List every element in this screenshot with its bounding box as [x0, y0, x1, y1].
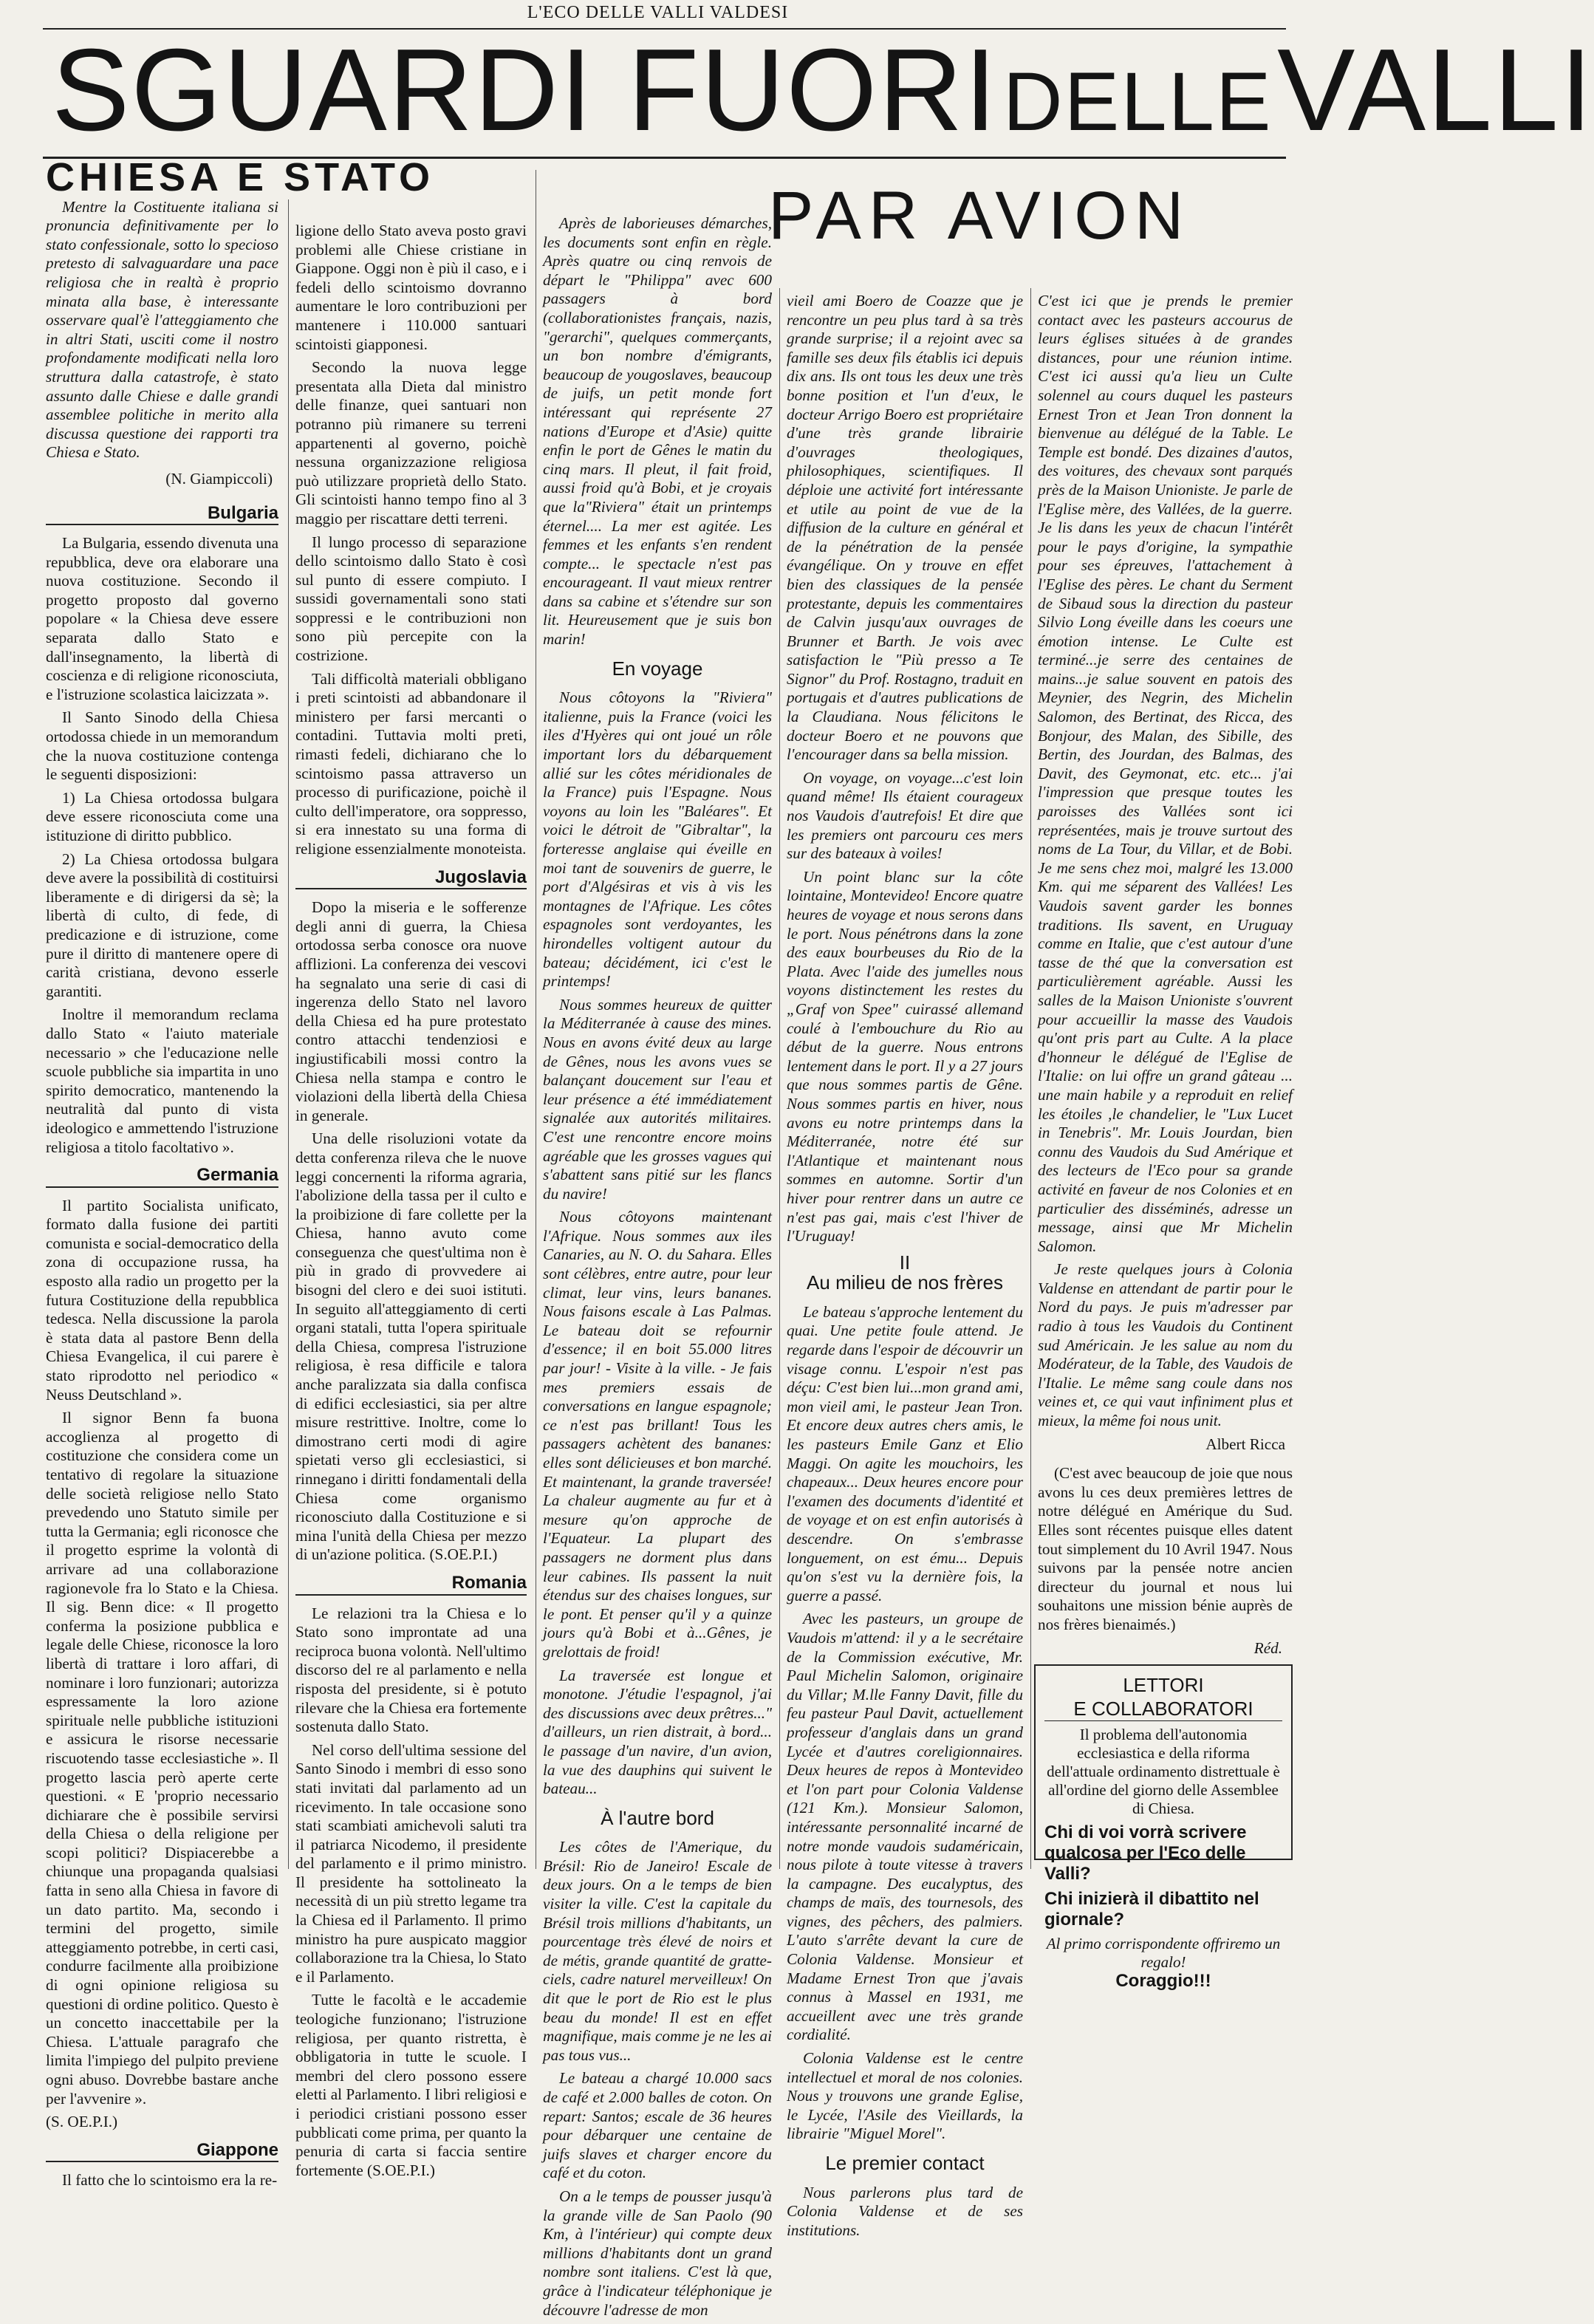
paragraph: Tali difficoltà materiali obbligano i preti scintoisti ad abbandonare il ministero per farsi mercanti o contadini. Tuttavia molti preti, rimasti fedeli, dichiarano che lo scintoismo passa attraverso un processo di purificazione, poichè il culto dell'imperatore, ora soppresso, si era innestato su una forma di religione essenzialmente monoteista.	[295, 669, 527, 858]
paragraph: Le bateau s'approche lentement du quai. Une petite foule attend. Je regarde dans l'espoir de découvrir un visage connu. L'espoir n'est pas déçu: C'est bien lui...mon grand ami, mon vieil ami, le pasteur Jean Tron. Et encore deux autres chers amis, le les pasteurs Emile Ganz et Elio Maggi. On agite les mouchoirs, les chapeaux... Deux heures encore pour l'examen des documents d'identité et de voyage et on est enfin autorisés à descendre. On s'embrasse longuement, on est ému... Depuis qu'on s'est vu la dernière fois, la guerre a passé.	[787, 1302, 1023, 1604]
paragraph: Nous côtoyons la "Riviera" italienne, puis la France (voici les iles d'Hyères qui ont joué un rôle important lors du débarquement allié sur les côtes méridionales de la France) puis l'Espagne. Nous voyons au loin les "Baléares". Et voici le détroit de "Gibraltar", la forteresse anglaise qui éveille en moi tant de souvenirs de guerre, le port d'Algésiras et vis à vis les montagnes de l'Afrique. Les côtes espagnoles sont verdoyantes, les hirondelles voltigent autour du bateau; décidément, ici c'est le printemps!	[543, 688, 772, 991]
author-signature: Albert Ricca	[1205, 1435, 1285, 1453]
paragraph: Il Santo Sinodo della Chiesa ortodossa chiede in un memorandum che la nuova costituzione contenga le seguenti disposizioni:	[46, 708, 278, 784]
paragraph: Una delle risoluzioni votate da detta conferenza rileva che le nuove leggi concernenti la riforma agraria, l'abolizione della tassa per il culto e la proibizione di fare collette per la Chiesa, hanno avuto come conseguenza che quest'ultima non è più in grado di provvedere ai bisogni del clero e dei suoi istituti. In seguito all'atteggiamento di certi organi statali, tutta l'opera spirituale della Chiesa, compresa l'istruzione religiosa, è resa difficile e talora anche paralizzata sia dalla confisca di edifici ecclesiastici, sia per altre misure restrittive. Inoltre, come lo dimostrano certi modi di agire spietati verso gli ecclesiastici, si rinnegano i diritti fondamentali della Chiesa come organismo riconosciuto dalla Costituzione e si mina l'unità della Chiesa per mezzo di un'azione politica. (S.OE.P.I.)	[295, 1129, 527, 1564]
paragraph: Il lungo processo di separazione dello scintoismo dallo Stato è così sul punto di essere compiuto. I sussidi governamentali sono stati soppressi e le contribuzioni non sono più percepite con la costrizione.	[295, 533, 527, 665]
paragraph: Je reste quelques jours à Colonia Valdense en attendant de partir pour le Nord du pays. Je puis m'adresser par radio à tous les Vaudois du Continent sud Américain. Je les salue au nom du Modérateur, de la Table, des Vaudois de l'Italie. Le même sang coule dans nos veines et, ce qui vaut infiniment plus et mieux, la même foi nous unit.	[1038, 1260, 1293, 1430]
column-2	[295, 222, 527, 2184]
paragraph: Il partito Socialista unificato, formato dalla fusione dei partiti comunista e social-democratico della zona di occupazione russa, ha esposto alla radio un progetto per la futura Costituzione della repubblica tedesca. Nella discussione la parola è stata data al pastore Benn della Chiesa Evangelica, il cui parere è stato riprodotto nel periodico « Neuss Deutschland ».	[46, 1196, 278, 1404]
box-offer: Al primo corrispondente offriremo un regalo!	[1046, 1935, 1281, 1971]
column-divider	[1030, 288, 1031, 1869]
section-heading-germania: Germania	[46, 1166, 278, 1188]
section-heading-premier-contact: Le premier contact	[825, 2152, 985, 2174]
headline-part3: VALLI	[1277, 25, 1594, 155]
paragraph: Nous côtoyons maintenant l'Afrique. Nous sommes aux iles Canaries, au N. O. du Sahara. Elles sont célèbres, entre autre, pour leur climat, leur vins, leurs bananes. Nous faisons escale à Las Palmas. Le bateau doit se refournir d'essence; il en boit 55.000 litres par jour! - Visite à la ville. - Je fais mes premiers essais de conversations en langue espagnole; ce n'est pas brillant! Tous les passagers achètent des bananes: elles sont délicieuses et bon marché. Et maintenant, la grande traversée! La chaleur augmente au fur et à mesure qu'on approche de l'Equateur. La plupart des passagers ne dorment plus dans leur cabines. Ils passent la nuit étendus sur des chaises longues, sur le pont. Et penser qu'il y a quinze jours qu'à Bobi et à...Gênes, je grelottais de froid!	[543, 1208, 772, 1661]
column-divider	[779, 288, 780, 1869]
paragraph: ligione dello Stato aveva posto gravi problemi alle Chiese cristiane in Giappone. Oggi non è più il caso, e i fedeli dello scintoismo dovranno aumentare le loro contribuzioni per mantenere i 110.000 santuari scintoisti giapponesi.	[295, 222, 527, 353]
paragraph: Le relazioni tra la Chiesa e lo Stato sono improntate ad una reciproca buona volontà. Nell'ultimo discorso del re al parlamento e nella risposta del presidente, si è potuto rilevare che la Chiesa era fortemente sostenuta dallo Stato.	[295, 1604, 527, 1736]
section-heading-a-lautre-bord: À l'autre bord	[601, 1806, 714, 1829]
paragraph: Un point blanc sur la côte lointaine, Montevideo! Encore quatre heures de voyage et nous serons dans le port. Nous pénétrons dans la zone des eaux bourbeuses du Rio de la Plata. Avec l'aide des jumelles nous voyons distinctement les restes du „Graf von Spee" cuirassé allemand coulé à l'embouchure du Rio au début de la guerre. Nous entrons lentement dans le port. Il y a 27 jours que nous sommes partis de Gêne. Nous sommes partis en hiver, nous avons eu notre printemps dans la Méditerranée, notre été sur l'Atlantique et maintenant nous sommes en automne. Sortir d'un hiver pour rentrer dans un autre ce n'est pas gai, mais c'est l'hiver de l'Uruguay!	[787, 867, 1023, 1245]
paragraph: 2) La Chiesa ortodossa bulgara deve avere la possibilità di costituirsi liberamente e di dirigersi da sè; la libertà di culto, di fede, di predicazione e di istruzione, come pure il diritto di mantenere opere di carità cristiana, devono esserle garantiti.	[46, 850, 278, 1000]
paragraph: Après de laborieuses démarches, les documents sont enfin en règle. Après quatre ou cinq renvois de départ le "Philippa" avec 600 passagers à bord (collaborationistes français, nazis, "gerarchi", quelques commerçants, un bon nombre d'émigrants, beaucoup de yougoslaves, beaucoup de juifs, un petit monde fort intéressant qui représente 27 nations d'Europe et d'Asie) quitte enfin le port de Gênes le matin du cinq mars. Il pleut, il fait froid, aussi froid qu'à Bobi, et je croyais que la"Riviera" était un printemps éternel.... La mer est agitée. Les femmes et les enfants s'en rendent compte... le spectacle n'est pas encourageant. Il vaut mieux rentrer dans sa cabine et s'étendre sur son lit. Heureusement que je suis bon marin!	[543, 214, 772, 649]
section-heading-giappone: Giappone	[46, 2141, 278, 2163]
section-heading-au-milieu: Au milieu de nos frères	[807, 1271, 1003, 1294]
article-intro: Mentre la Costituente italiana si pronuncia definitivamente per lo stato confessionale, sotto lo specioso pretesto di salvaguardare una pace religiosa che in realtà è proprio minata alla base, è interessante osservare qual'è l'atteggiamento che in altri Stati, usciti come il nostro profondamente modificati nella loro struttura dalla catastrofe, è stato assunto dalle Chiese e dalle grandi assemblee politiche in merito alla discussa questione dei rapporti tra Chiesa e Stato.	[46, 197, 278, 462]
paragraph: On a le temps de pousser jusqu'à la grande ville de San Paolo (90 Km, à l'intérieur) qui compte deux millions d'habitants dont un grand nombre sont italiens. C'est là que, grâce à l'indicateur téléphonique je découvre l'adresse de mon	[543, 2187, 772, 2319]
paragraph: Inoltre il memorandum reclama dallo Stato « l'aiuto materiale necessario » che l'educazione nelle scuole pubbliche sia impartita in uno spirito democratico, mantenendo la neutralità dal punto di vista ideologico e ammettendo l'istruzione religiosa a titolo facoltativo ».	[46, 1005, 278, 1156]
paragraph: Nel corso dell'ultima sessione del Santo Sinodo i membri di esso sono stati invitati dal parlamento ad un ricevimento. In tale occasione sono stati scambiati amichevoli saluti tra il patriarca Nicodemo, il presidente del parlamento e il primo ministro. Il presidente ha sottolineato la necessità di un più stretto legame tra la Chiesa ed il Parlamento. Il primo ministro ha pure auspicato maggior collaborazione tra la Chiesa, lo Stato e il Parlamento.	[295, 1740, 527, 1986]
paragraph: La traversée est longue et monotone. J'étudie l'espagnol, j'ai des discussions avec deux prêtres..." d'ailleurs, un rien distrait, à bord... le passage d'un navire, d'un avion, la vue des dauphins qui suivent le bateau...	[543, 1666, 772, 1798]
column-3	[543, 214, 772, 2324]
paragraph: On voyage, on voyage...c'est loin quand même! Ils étaient courageux nos Vaudois d'autrefois! Et dire que les premiers ont parcouru ces mers sur des bateaux à voiles!	[787, 768, 1023, 863]
paragraph: 1) La Chiesa ortodossa bulgara deve essere riconosciuta come una istituzione di diritto pubblico.	[46, 788, 278, 844]
headline-part2: DELLE	[1002, 55, 1273, 148]
box-title-line2: E COLLABORATORI	[1044, 1697, 1282, 1721]
paragraph: Secondo la nuova legge presentata alla Dieta dal ministro delle finanze, quei santuari non potranno più rimanere su terreni appartenenti al governo, poichè nessuna organizzazione religiosa può utilizzare proprietà dello Stato. Gli scintoisti hanno tempo fino al 3 maggio per riscattare detti terreni.	[295, 358, 527, 527]
section-heading-bulgaria: Bulgaria	[46, 504, 278, 526]
column-divider	[288, 199, 289, 1869]
box-question-2: Chi inizierà il dibattito nel giornale?	[1044, 1889, 1259, 1930]
section-heading-en-voyage: En voyage	[612, 657, 703, 680]
editor-note: (C'est avec beaucoup de joie que nous avons lu ces deux premières lettres de notre délégué en Amérique du Sud. Elles sont récentes puisque elles datent tout simplement du 10 Avril 1947. Nous suivons par la pensée notre ancien directeur du journal et nous lui souhaitons une mission bénie auprès de nos frères bienaimés.)	[1038, 1464, 1293, 1633]
box-body: Il problema dell'autonomia ecclesiastica e della riforma dell'attuale ordinamento distrettuale è all'ordine del giorno delle Assemblee di Chiesa.	[1047, 1726, 1280, 1817]
part-number-mark: II	[899, 1251, 911, 1274]
paragraph: Nous parlerons plus tard de Colonia Valdense et de ses institutions.	[787, 2183, 1023, 2239]
paragraph: vieil ami Boero de Coazze que je rencontre un peu plus tard à sa très grande surprise; il a rejoint avec sa famille ses deux fils établis ici depuis dix ans. Ils ont tous les deux une très bonne position et l'un d'eux, le docteur Arrigo Boero est propriétaire d'une très grande librairie d'ouvrages theologiques, philosophiques, scientifiques. Il déploie une activité fort intéressante et utile au point de vue de la diffusion de la culture en général et de la pénétration de la pensée évangélique. On y trouve en effet bien des classiques de la pensée protestante, depuis les commentaires de Calvin jusqu'aux ouvrages de Brunner et Barth. Je vois avec satisfaction le "Più presso a Te Signor" du Prof. Rostagno, traduit en portugais et d'autres publications de la Claudiana. Nous félicitons le docteur Boero et ne pouvons que l'encourager dans sa bella mission.	[787, 292, 1023, 764]
paragraph: C'est ici que je prends le premier contact avec les pasteurs accourus de leurs églises situées à de grandes distances, pour une réunion intime. C'est ici aussi qu'a lieu un Culte solennel au cours duquel les pasteurs Ernest Tron et Jean Tron donnent la bienvenue au délégué de la Table. Le Temple est bondé. Des dizaines d'autos, des voitures, des chevaux sont parqués près de la Maison Unioniste. Je parle de l'Eglise mère, des Vallées, de la guerre. Je lis dans les yeux de chacun l'intérêt pour le pays d'origine, la sympathie pour ses épreuves, l'attachement à l'Eglise des pères. Le chant du Serment de Sibaud sous la direction du pasteur Silvio Long éveille dans les coeurs une émotion intense. Le Culte est terminé...je serre des centaines de mains...je salue souvent en patois des Meynier, des Negrin, des Michelin Salomon, des Bertinat, des Ricca, des Bonjour, des Malan, des Sibille, des Bertin, des Jourdan, des Balmas, des Davit, des Geymonat, etc. etc... j'ai l'impression que presque toutes les paroisses des Vallées sont ici représentées, mais je trouve surtout des noms de La Tour, du Villar, et de Bobi. Je me sens chez moi, malgré les 13.000 Km. qui me séparent des Vallées! Les Vaudois savent garder les bonnes traditions. Ils savent, en Uruguay comme en Italie, que c'est autour d'une tasse de thé que la conversation est particulièrement agréable. Aussi les salles de la Maison Unioniste s'ouvrent pour accueillir la masse des Vaudois qu'ont pris part au Culte. A la place d'honneur le délégué de l'Eglise de l'Italie: on lui offre un grand gâteau ... une main habile y a reproduit en relief les étoiles ,le chandelier, le "Lux Lucet in Tenebris". Mr. Louis Jourdan, bien connu des Vaudois du Sud Amérique et des lecteurs de l'Eco pour sa grande activité en faveur de nos Colonies et en particulier des disséminés, adresse un message, ainsi que Mr Michelin Salomon.	[1038, 292, 1293, 1255]
article-title-par-avion: PAR AVION	[768, 178, 1191, 253]
box-question-1: Chi di voi vorrà scrivere qualcosa per l'Eco delle Valli?	[1044, 1822, 1247, 1884]
editor-signature: Réd.	[1253, 1638, 1282, 1657]
headline-part1: SGUARDI FUORI	[52, 25, 999, 155]
paragraph: Il fatto che lo scintoismo era la re-	[62, 2171, 278, 2190]
section-heading-jugoslavia: Jugoslavia	[295, 868, 527, 890]
paragraph: Les côtes de l'Amerique, du Brésil: Rio de Janeiro! Escale de deux jours. On a le temps de bien visiter la ville. C'est la capitale du Brésil trois millions d'habitants, un pourcentage très élevé de noirs et de métis, grande quantité de gratte-ciels, cadre naturel merveilleux! On dit que le port de Rio est le plus beau du monde! Il est en effet magnifique, mais comme je ne les ai pas tous vus...	[543, 1838, 772, 2064]
paragraph: Colonia Valdense est le centre intellectuel et moral de nos colonies. Nous y trouvons une grande Eglise, le Lycée, l'Asile des Vieillards, la librairie "Miguel Morel".	[787, 2049, 1023, 2143]
paragraph: Tutte le facoltà e le accademie teologiche funzionano; l'istruzione religiosa, per quanto ristretta, è obbligatoria in tutte le scuole. I membri del clero possono essere eletti al Parlamento. I libri religiosi e i periodici cristiani possono esser pubblicati come prima, per quanto la penuria di carta si faccia sentire fortemente (S.OE.P.I.)	[295, 1991, 527, 2179]
paragraph: Avec les pasteurs, un groupe de Vaudois m'attend: il y a le secrétaire de la Commission exécutive, Mr. Paul Michelin Salomon, originaire du Villar; M.lle Fanny Davit, fille du feu pasteur Paul Davit, actuellement professeur d'anglais dans un grand Lycée et d'autres coreligionnaires. Deux heures de repos à Montevideo et l'on part pour Colonia Valdense (121 Km.). Monsieur Salomon, intéressante personnalité incarné de notre monde vaudois sudaméricain, nous pilote à toute vitesse à travers la campagne. Des eucalyptus, des champs de maïs, des tournesols, des vignes, des pêchers, des palmiers. L'auto s'arrête devant la cure de Colonia Valdense. Monsieur et Madame Ernest Tron que j'avais connus à Massel en 1931, me accueillent avec une très grande cordialité.	[787, 1610, 1023, 2044]
column-4	[787, 292, 1023, 2244]
article-title-chiesa-e-stato: CHIESA E STATO	[46, 155, 435, 199]
paragraph: Le bateau a chargé 10.000 sacs de café et 2.000 balles de coton. On repart: Santos; escale de 36 heures pour débarquer une centaine de juifs slaves et charger encore du café et du coton.	[543, 2069, 772, 2182]
paragraph: Nous sommes heureux de quitter la Méditerranée à cause des mines. Nous en avons évité deux au large de Gênes, nous les avons vues se balançant doucement sur l'eau et leur présence a été immédiatement signalée aux autorités militaires. C'est une rencontre encore moins agréable que les grosses vagues qui s'abattent sans pitié sur les flancs du navire!	[543, 995, 772, 1203]
box-courage: Coraggio!!!	[1115, 1971, 1211, 1991]
intro-signature: (N. Giampiccoli)	[165, 469, 273, 488]
box-title-line1: LETTORI	[1123, 1674, 1204, 1696]
masthead: L'ECO DELLE VALLI VALDESI	[527, 3, 789, 22]
paragraph: Il signor Benn fa buona accoglienza al progetto di costituzione che considera come un tentativo di regolare la situazione delle società religiose nello Stato prevedendo uno Statuto simile per tutta la Germania; egli riconosce che il progetto esprime la volontà di arrivare ad una collaborazione ragionevole fra lo Stato e la Chiesa. Il sig. Benn dice: « Il progetto conferma la posizione pubblica e legale delle Chiese, riconosce la loro libertà di trattare i loro affari, di nominare i loro funzionari; autorizza espressamente la loro azione spirituale nelle pubbliche istituzioni e assicura le risorse necessarie riscuotendo tasse ecclesiastiche ». Il progetto lascia però aperte certe questioni. « E 'proprio necessario dichiarare che è possibile servirsi della Chiesa o della religione per scopi politici? Dispiacerebbe a chiunque una propaganda qualsiasi fatta in seno alla Chiesa in favore di un dato partito. Ma, secondo i termini del progetto, simile atteggiamento potrebbe, in certi casi, condurre facilmente alla proibizione di ogni opinione religiosa su questioni di ordine politico. Questo è un concetto inaccettabile per la Chiesa. L'attuale paragrafo che limita l'impiego del pulpito previene ogni abuso. Dovrebbe bastare anche per l'avvenire ».	[46, 1409, 278, 2108]
section-heading-romania: Romania	[295, 1573, 527, 1596]
paragraph: Dopo la miseria e le sofferenze degli anni di guerra, la Chiesa ortodossa serba conosce ora nuove afflizioni. La conferenza dei vescovi ha segnalato una serie di casi di ingerenza dello Stato nel lavoro della Chiesa ed ha pure protestato contro attacchi tendenziosi e ingiustificabili mossi contro la Chiesa nella stampa e contro le violazioni della libertà della Chiesa in generale.	[295, 898, 527, 1124]
page-headline	[52, 25, 1594, 155]
source-signature: (S. OE.P.I.)	[46, 2113, 118, 2131]
column-5	[1038, 292, 1293, 1658]
paragraph: La Bulgaria, essendo divenuta una repubblica, deve ora elaborare una nuova costituzione. Secondo il progetto proposto dal governo popolare « la Chiesa deve essere separata dallo Stato e dall'insegnamento, la libertà di coscienza e di religione riconosciuta, e l'istruzione scolastica laicizzata ».	[46, 534, 278, 703]
readers-notice-box	[1034, 1664, 1293, 1991]
